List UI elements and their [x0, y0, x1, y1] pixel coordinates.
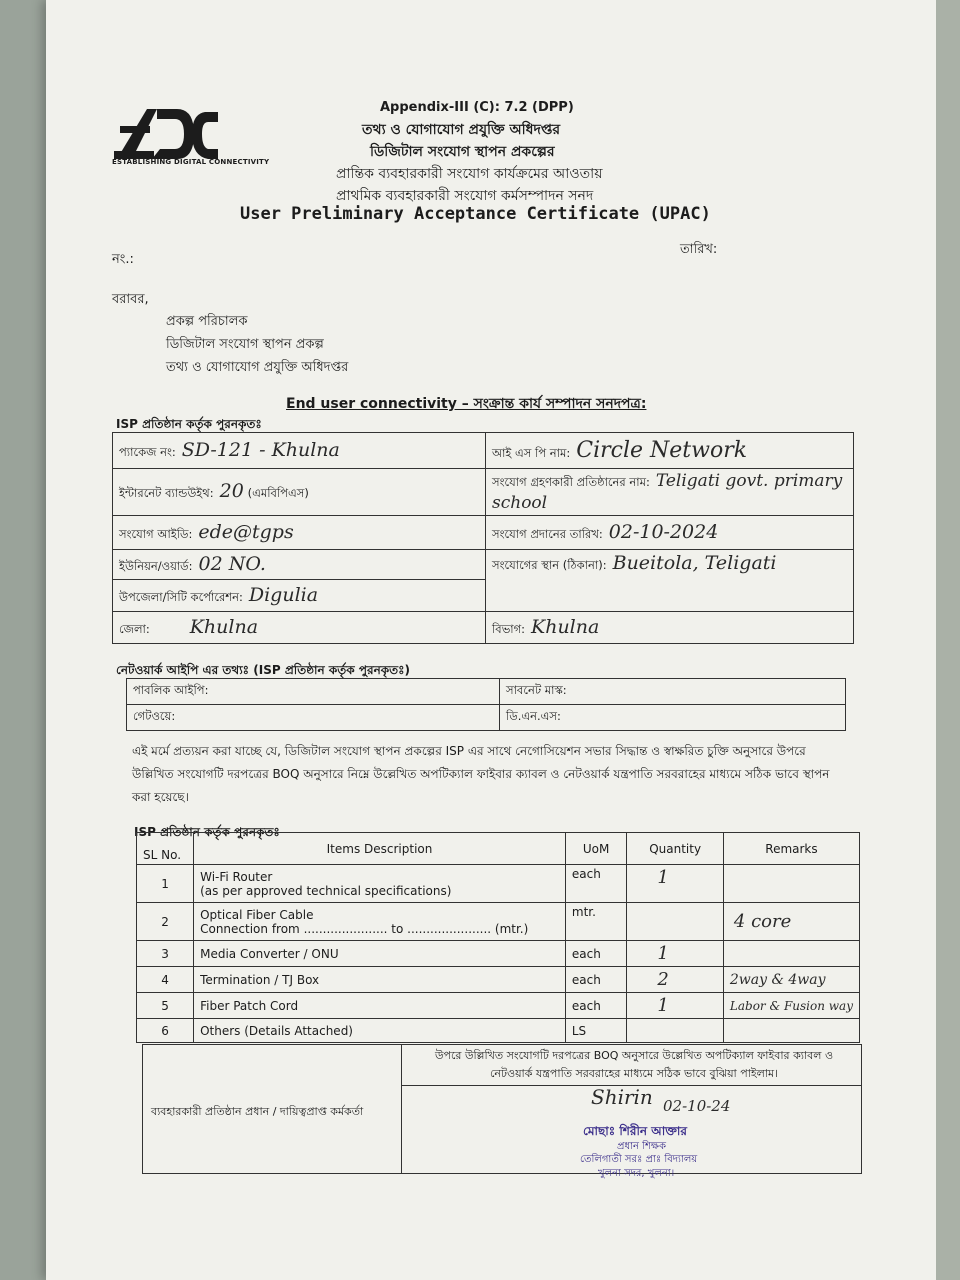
- upazila-value: Digulia: [248, 583, 319, 606]
- background-edge: [936, 0, 960, 1280]
- address-to: বরাবর,: [112, 292, 149, 307]
- recipient-value: Teligati govt. primary school: [492, 471, 843, 513]
- row-quantity: [627, 903, 724, 941]
- table-row: [137, 993, 860, 1019]
- recipient-cell: সংযোগ গ্রহণকারী প্রতিষ্ঠানের নাম: Teligati govt. primary school: [486, 469, 854, 516]
- row-quantity: 1: [627, 941, 724, 967]
- header-line-2: ডিজিটাল সংযোগ স্থাপন প্রকল্পের: [370, 144, 555, 160]
- dns-cell: ডি.এন.এস:: [500, 705, 846, 731]
- table-row: [137, 1019, 860, 1043]
- isp-name-value: Circle Network: [576, 437, 748, 463]
- isp-name-cell: আই এস পি নাম: Circle Network: [486, 433, 854, 469]
- header-description: Items Description: [194, 833, 566, 865]
- row-uom: LS: [565, 1019, 626, 1043]
- number-label: নং.:: [112, 252, 134, 267]
- header-line-3: প্রান্তিক ব্যবহারকারী সংযোগ কার্যক্রমের আওতায়: [336, 166, 603, 182]
- location-cell: সংযোগের স্থান (ঠিকানা): Bueitola, Teligati: [486, 550, 854, 612]
- header-sl: SL No.: [137, 833, 194, 865]
- address-line-3: তথ্য ও যোগাযোগ প্রযুক্তি অধিদপ্তর: [166, 360, 349, 375]
- row-quantity: [627, 1019, 724, 1043]
- row-sl: 5: [137, 993, 194, 1019]
- stamp-name: মোছাঃ শিরীন আক্তার: [583, 1124, 687, 1138]
- received-text: উপরে উল্লিখিত সংযোগটি দরপত্রের BOQ অনুসারে উল্লেখিত অপটিক্যাল ফাইবার ক্যাবল ও নেটওয়ার্ক যন্ত্রপাতি সরবরাহের মাধ্যমে সঠিক ভাবে বুঝিয়া পাইলাম।: [434, 1049, 834, 1080]
- header-line-4: প্রাথমিক ব্যবহারকারী সংযোগ কর্মসম্পাদন সনদ: [336, 188, 594, 204]
- signature-box: [142, 1044, 862, 1174]
- address-line-1: প্রকল্প পরিচালক: [166, 314, 248, 329]
- upazila-cell: উপজেলা/সিটি কর্পোরেশন: Digulia: [113, 580, 486, 612]
- row-remarks: 2way & 4way: [723, 967, 859, 993]
- row-sl: 3: [137, 941, 194, 967]
- row-sl: 2: [137, 903, 194, 941]
- logo-caption: ESTABLISHING DIGITAL CONNECTIVITY: [112, 158, 270, 166]
- signature-mark: Shirin: [591, 1085, 653, 1109]
- package-cell: প্যাকেজ নং: SD-121 - Khulna: [113, 433, 486, 469]
- items-heading: ISP প্রতিষ্ঠান কর্তৃক পুরনকৃতঃ: [134, 825, 280, 839]
- row-sl: 4: [137, 967, 194, 993]
- subject-line: End user connectivity – সংক্রান্ত কার্য সম্পাদন সনদপত্র:: [286, 396, 647, 412]
- header-uom: UoM: [565, 833, 626, 865]
- date-label: তারিখ:: [680, 242, 718, 257]
- row-uom: each: [565, 967, 626, 993]
- union-cell: ইউনিয়ন/ওয়ার্ড: 02 NO.: [113, 550, 486, 580]
- certification-text: এই মর্মে প্রত্যয়ন করা যাচ্ছে যে, ডিজিটাল সংযোগ স্থাপন প্রকল্পের ISP এর সাথে নেগোসিয়েশন সভার সিদ্ধান্ত ও স্বাক্ষরিত চুক্তি অনুসারে উপরে উল্লিখিত সংযোগটি দরপত্রের BOQ অনুসারে নিম্নে উল্লেখিত অপটিক্যাল ফাইবার ক্যাবল ও নেটওয়ার্ক যন্ত্রপাতি সরবরাহের মাধ্যমে সঠিক ভাবে স্থাপন করা হয়েছে।: [132, 744, 830, 804]
- stamp-place: খুলনা সদর, খুলনা।: [598, 1168, 675, 1179]
- connection-date-cell: সংযোগ প্রদানের তারিখ: 02-10-2024: [486, 516, 854, 550]
- row-quantity: 1: [627, 993, 724, 1019]
- appendix-label: Appendix-III (C): 7.2 (DPP): [380, 100, 574, 115]
- items-table: [136, 832, 860, 1043]
- row-uom: mtr.: [565, 903, 626, 941]
- document-title: User Preliminary Acceptance Certificate (UPAC): [240, 204, 711, 224]
- row-description: Media Converter / ONU: [194, 941, 566, 967]
- row-remarks: Labor & Fusion way: [723, 993, 859, 1019]
- row-uom: each: [565, 993, 626, 1019]
- network-heading: নেটওয়ার্ক আইপি এর তথ্যঃ (ISP প্রতিষ্ঠান কর্তৃক পুরনকৃতঃ): [116, 663, 411, 677]
- location-value: Bueitola, Teligati: [612, 552, 777, 574]
- bandwidth-value: 20: [219, 480, 244, 502]
- union-value: 02 NO.: [198, 552, 266, 575]
- row-remarks: [723, 865, 859, 903]
- row-uom: each: [565, 865, 626, 903]
- bandwidth-cell: ইন্টারনেট ব্যান্ডউইথ: 20 (এমবিপিএস): [113, 469, 486, 516]
- subnet-cell: সাবনেট মাস্ক:: [500, 679, 846, 705]
- package-value: SD-121 - Khulna: [181, 438, 340, 461]
- row-uom: each: [565, 941, 626, 967]
- row-description: Fiber Patch Cord: [194, 993, 566, 1019]
- header-remarks: Remarks: [723, 833, 859, 865]
- division-value: Khulna: [531, 615, 600, 638]
- stamp-school: তেলিগাতী সরঃ প্রাঃ বিদ্যালয়: [580, 1154, 698, 1165]
- user-official-label: ব্যবহারকারী প্রতিষ্ঠান প্রধান / দায়িত্বপ্রাপ্ত কর্মকর্তা: [151, 1105, 364, 1118]
- header-quantity: Quantity: [627, 833, 724, 865]
- table-row: [137, 967, 860, 993]
- division-cell: বিভাগ: Khulna: [486, 612, 854, 644]
- district-value: Khulna: [189, 615, 259, 638]
- table-row: [137, 941, 860, 967]
- row-sl: 6: [137, 1019, 194, 1043]
- row-remarks: 4 core: [723, 903, 859, 941]
- header-line-1: তথ্য ও যোগাযোগ প্রযুক্তি অধিদপ্তর: [362, 122, 561, 138]
- row-quantity: 1: [627, 865, 724, 903]
- items-header-row: [137, 833, 860, 865]
- network-table: [126, 678, 846, 731]
- isp-info-table: [112, 432, 854, 644]
- connection-id-cell: সংযোগ আইডি: ede@tgps: [113, 516, 486, 550]
- row-remarks: [723, 1019, 859, 1043]
- public-ip-cell: পাবলিক আইপি:: [127, 679, 500, 705]
- row-description: Optical Fiber Cable Connection from ...................... to ...................... (mtr.): [194, 903, 566, 941]
- table-row: [137, 865, 860, 903]
- row-remarks: [723, 941, 859, 967]
- address-line-2: ডিজিটাল সংযোগ স্থাপন প্রকল্প: [166, 337, 324, 352]
- signature-date: 02-10-24: [663, 1097, 731, 1115]
- isp-section-heading: ISP প্রতিষ্ঠান কর্তৃক পুরনকৃতঃ: [116, 417, 262, 431]
- district-cell: জেলা: Khulna: [113, 612, 486, 644]
- row-description: Wi-Fi Router (as per approved technical specifications): [194, 865, 566, 903]
- signature-divider: [401, 1045, 402, 1173]
- stamp-title: প্রধান শিক্ষক: [617, 1141, 666, 1152]
- row-description: Others (Details Attached): [194, 1019, 566, 1043]
- row-sl: 1: [137, 865, 194, 903]
- table-row: [137, 903, 860, 941]
- row-quantity: 2: [627, 967, 724, 993]
- row-description: Termination / TJ Box: [194, 967, 566, 993]
- gateway-cell: গেটওয়ে:: [127, 705, 500, 731]
- connection-date-value: 02-10-2024: [608, 520, 719, 543]
- connection-id-value: ede@tgps: [198, 520, 294, 543]
